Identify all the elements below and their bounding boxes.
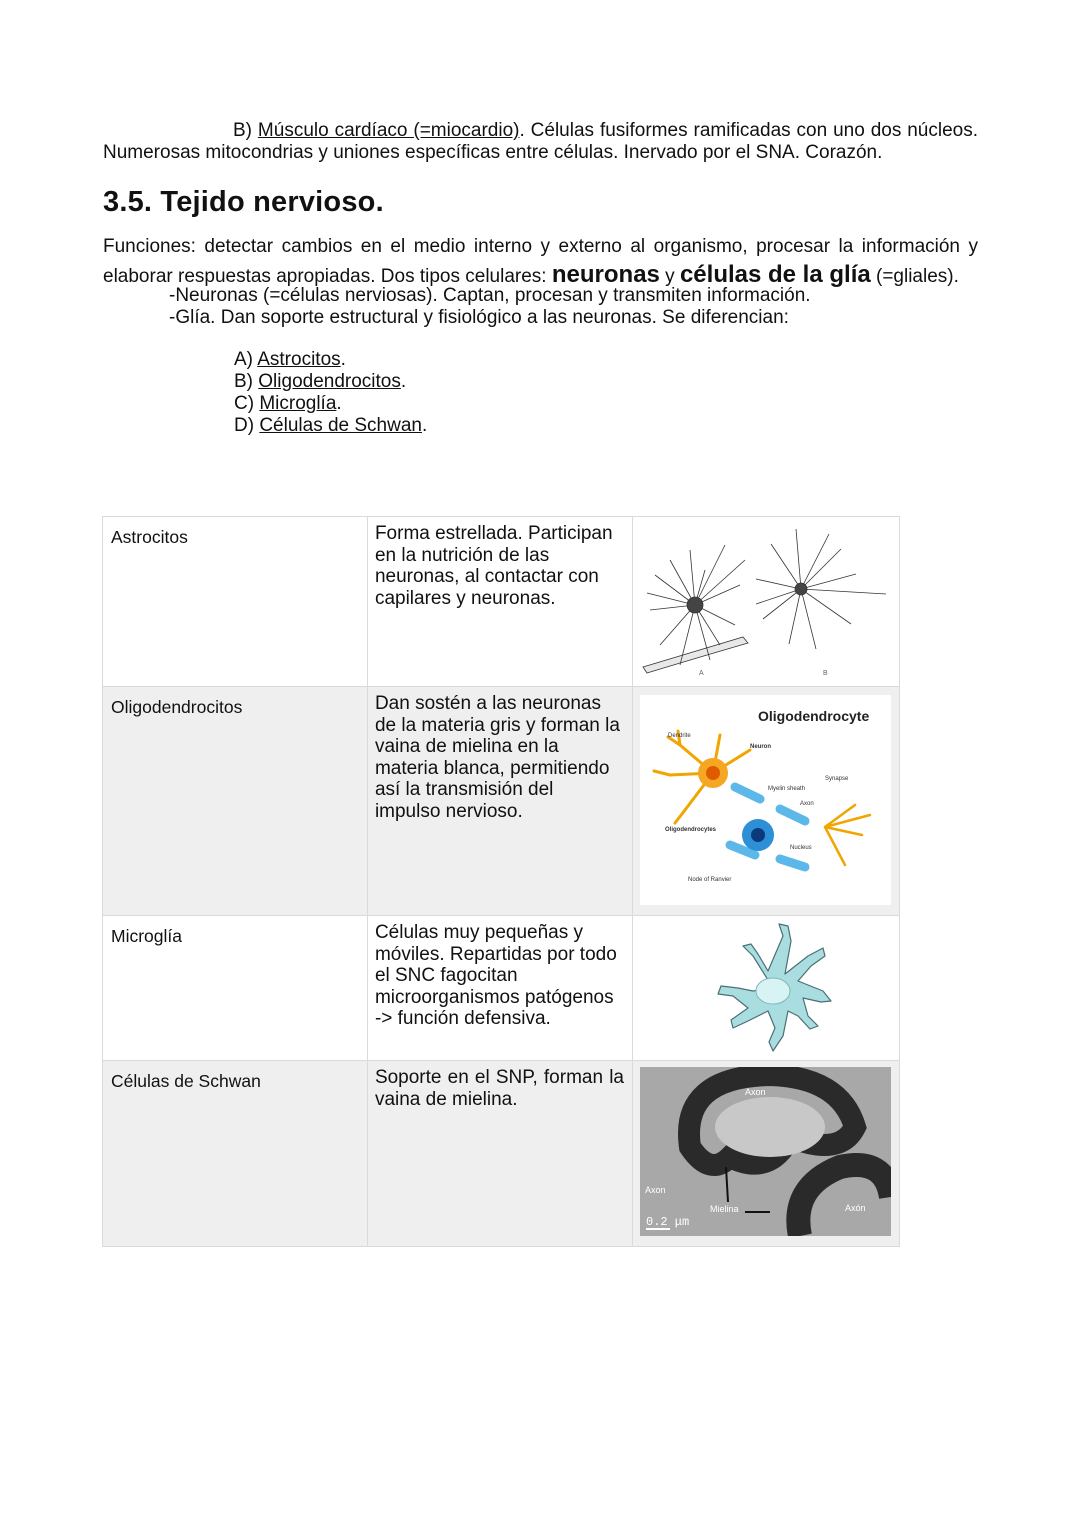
astrocyte-figure	[633, 517, 899, 685]
label-oligodendrocytes: Oligodendrocytes	[664, 827, 716, 833]
astrocyte-drawing	[633, 517, 899, 685]
table-row	[103, 517, 900, 687]
item-prefix: B)	[233, 120, 258, 141]
figure-label-b: B	[822, 670, 828, 677]
figure-label-a: A	[698, 670, 704, 677]
schwann-micrograph	[640, 1067, 891, 1236]
label-synapse: Synapse	[824, 776, 849, 782]
oligodendrocyte-diagram	[640, 695, 891, 905]
glia-table	[102, 516, 900, 1247]
microglia-figure	[633, 916, 899, 1059]
row-name: Astrocitos	[111, 527, 188, 547]
neurons-line: -Neuronas (=células nerviosas). Captan, procesan y transmiten información.	[169, 285, 811, 306]
row-description: Soporte en el SNP, forman la vaina de mielina.	[374, 1067, 624, 1110]
cardiac-muscle-paragraph	[103, 120, 978, 164]
connector-text: y	[659, 266, 680, 287]
row-name: Microglía	[111, 926, 182, 946]
label-dendrite: Dendrite	[667, 733, 691, 739]
table-row	[103, 687, 900, 916]
oligodendrocyte-figure	[633, 687, 899, 913]
list-item: D) Células de Schwan.	[234, 415, 428, 436]
list-item: B) Oligodendrocitos.	[234, 371, 407, 392]
label-axon-left: Axon	[644, 1185, 666, 1195]
page-content	[103, 120, 978, 437]
list-item: C) Microglía.	[234, 393, 342, 414]
neurons-bold: neuronas	[551, 261, 660, 288]
glia-suffix: (=gliales).	[870, 266, 959, 287]
list-item: A) Astrocitos.	[234, 349, 346, 370]
scale-bar-label: 0.2 μm	[645, 1215, 690, 1229]
cardiac-muscle-text: . Células fusiformes ramificadas con uno dos núcleos. Numerosas mitocondrias y uniones específicas entre células. Inervado por el SNA. Corazón.	[103, 120, 979, 163]
label-axon-top: Axon	[744, 1087, 766, 1097]
functions-text: Funciones: detectar cambios en el medio interno y externo al organismo, procesar la información y elaborar respuestas apropiadas. Dos tipos celulares:	[103, 236, 978, 287]
label-axon: Axon	[799, 801, 814, 807]
microglia-drawing	[633, 916, 899, 1059]
section-title: 3.5. Tejido nervioso.	[103, 186, 384, 218]
cardiac-muscle-term: Músculo cardíaco (=miocardio)	[257, 120, 520, 141]
row-description: Forma estrellada. Participan en la nutrición de las neuronas, al contactar con capilares y neuronas.	[374, 523, 613, 609]
label-node-of-ranvier: Node of Ranvier	[687, 877, 732, 883]
table-row	[103, 1061, 900, 1247]
label-nucleus: Nucleus	[789, 845, 812, 851]
row-name: Células de Schwan	[111, 1071, 261, 1091]
glia-line: -Glía. Dan soporte estructural y fisiológico a las neuronas. Se diferencian:	[169, 307, 789, 328]
diagram-title: Oligodendrocyte	[757, 708, 870, 724]
row-name: Oligodendrocitos	[111, 697, 243, 717]
row-description: Células muy pequeñas y móviles. Repartidas por todo el SNC fagocitan microorganismos patógenos -> función defensiva.	[374, 922, 617, 1029]
label-mielina: Mielina	[709, 1204, 739, 1214]
schwann-figure	[633, 1061, 899, 1236]
glia-bold: células de la glía	[679, 261, 871, 288]
table-row	[103, 916, 900, 1061]
label-axon-right: Axón	[844, 1203, 866, 1213]
label-myelin: Myelin sheath	[767, 786, 806, 792]
functions-paragraph	[103, 233, 978, 291]
row-description: Dan sostén a las neuronas de la materia gris y forman la vaina de mielina en la materia blanca, permitiendo así la transmisión del impulso nervioso.	[374, 693, 620, 822]
glia-types-list	[234, 349, 978, 437]
label-neuron: Neuron	[749, 744, 771, 750]
